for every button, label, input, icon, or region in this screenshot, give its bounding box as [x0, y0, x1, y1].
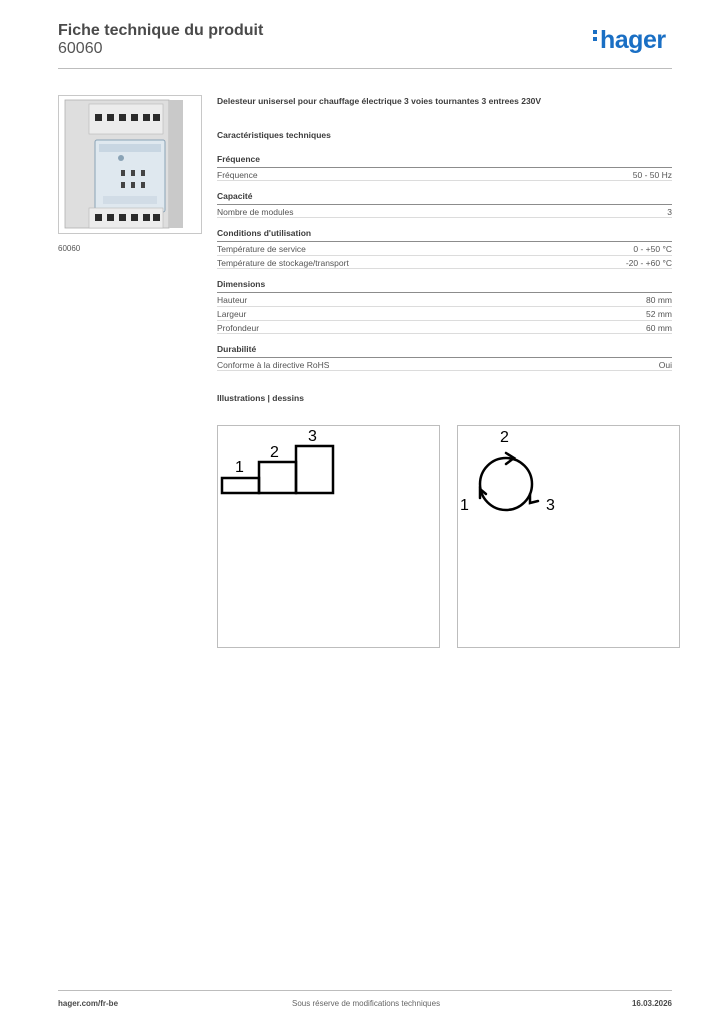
spec-group-frequency — [217, 154, 672, 181]
spec-label: Hauteur — [217, 295, 248, 305]
illustrations-title: Illustrations | dessins — [217, 393, 304, 403]
illustration-rotation — [457, 425, 680, 648]
spec-label: Nombre de modules — [217, 207, 294, 217]
spec-label: Profondeur — [217, 323, 260, 333]
tech-section-title: Caractéristiques techniques — [217, 130, 331, 140]
spec-row — [217, 255, 672, 269]
spec-group-title: Dimensions — [217, 279, 266, 289]
spec-table — [217, 241, 672, 269]
product-description: Delesteur unisersel pour chauffage électrique 3 voies tournantes 3 entrees 230V — [217, 96, 542, 106]
product-content — [217, 96, 672, 407]
spec-value: 0 - +50 °C — [633, 244, 672, 254]
footer-website: hager.com/fr-be — [58, 999, 119, 1008]
spec-row — [217, 241, 672, 255]
stair-label-3: 3 — [308, 428, 317, 445]
rotation-diagram-icon — [458, 426, 679, 647]
spec-row — [217, 320, 672, 334]
stair-step-2 — [259, 462, 296, 493]
spec-label: Température de service — [217, 244, 306, 254]
stair-step-3 — [296, 446, 333, 493]
stairs-diagram-icon — [218, 426, 439, 647]
spec-label: Température de stockage/transport — [217, 258, 349, 268]
stair-step-1 — [222, 478, 259, 493]
spec-group-durability — [217, 344, 672, 371]
spec-group-title: Fréquence — [217, 154, 260, 164]
spec-label: Fréquence — [217, 170, 258, 180]
spec-table — [217, 357, 672, 371]
spec-group-title: Durabilité — [217, 344, 257, 354]
stair-label-1: 1 — [235, 459, 244, 476]
spec-table — [217, 167, 672, 181]
footer-divider — [58, 990, 672, 991]
spec-row — [217, 292, 672, 306]
product-photo — [58, 95, 202, 234]
spec-table — [217, 292, 672, 334]
spec-label: Conforme à la directive RoHS — [217, 360, 330, 370]
spec-group-dimensions — [217, 279, 672, 334]
spec-row — [217, 306, 672, 320]
stair-label-2: 2 — [270, 444, 279, 461]
spec-group-title: Conditions d'utilisation — [217, 228, 312, 238]
photo-caption: 60060 — [58, 244, 81, 253]
spec-value: -20 - +60 °C — [625, 258, 672, 268]
spec-row — [217, 204, 672, 218]
rotation-label-1: 1 — [460, 497, 469, 514]
spec-group-capacity — [217, 191, 672, 218]
rotation-label-2: 2 — [500, 429, 509, 446]
spec-row — [217, 357, 672, 371]
logo-dots-icon — [593, 30, 598, 44]
hager-logo — [593, 28, 666, 53]
spec-label: Largeur — [217, 309, 247, 319]
footer-date: 16.03.2026 — [631, 999, 672, 1008]
footer-notice: Sous réserve de modifications techniques — [292, 999, 441, 1008]
spec-group-conditions — [217, 228, 672, 269]
header-divider — [58, 68, 672, 69]
spec-value: 50 - 50 Hz — [632, 170, 672, 180]
spec-row — [217, 167, 672, 181]
page-title: Fiche technique du produit — [58, 22, 264, 39]
spec-value: 52 mm — [646, 309, 672, 319]
product-code: 60060 — [58, 40, 103, 57]
spec-value: 60 mm — [646, 323, 672, 333]
illustration-stairs — [217, 425, 440, 648]
logo-text: hager — [600, 26, 666, 54]
spec-group-title: Capacité — [217, 191, 253, 201]
spec-table — [217, 204, 672, 218]
spec-value: 80 mm — [646, 295, 672, 305]
spec-value: Oui — [658, 360, 672, 370]
rotation-label-3: 3 — [546, 497, 555, 514]
product-photo-icon — [59, 96, 201, 233]
spec-value: 3 — [667, 207, 672, 217]
